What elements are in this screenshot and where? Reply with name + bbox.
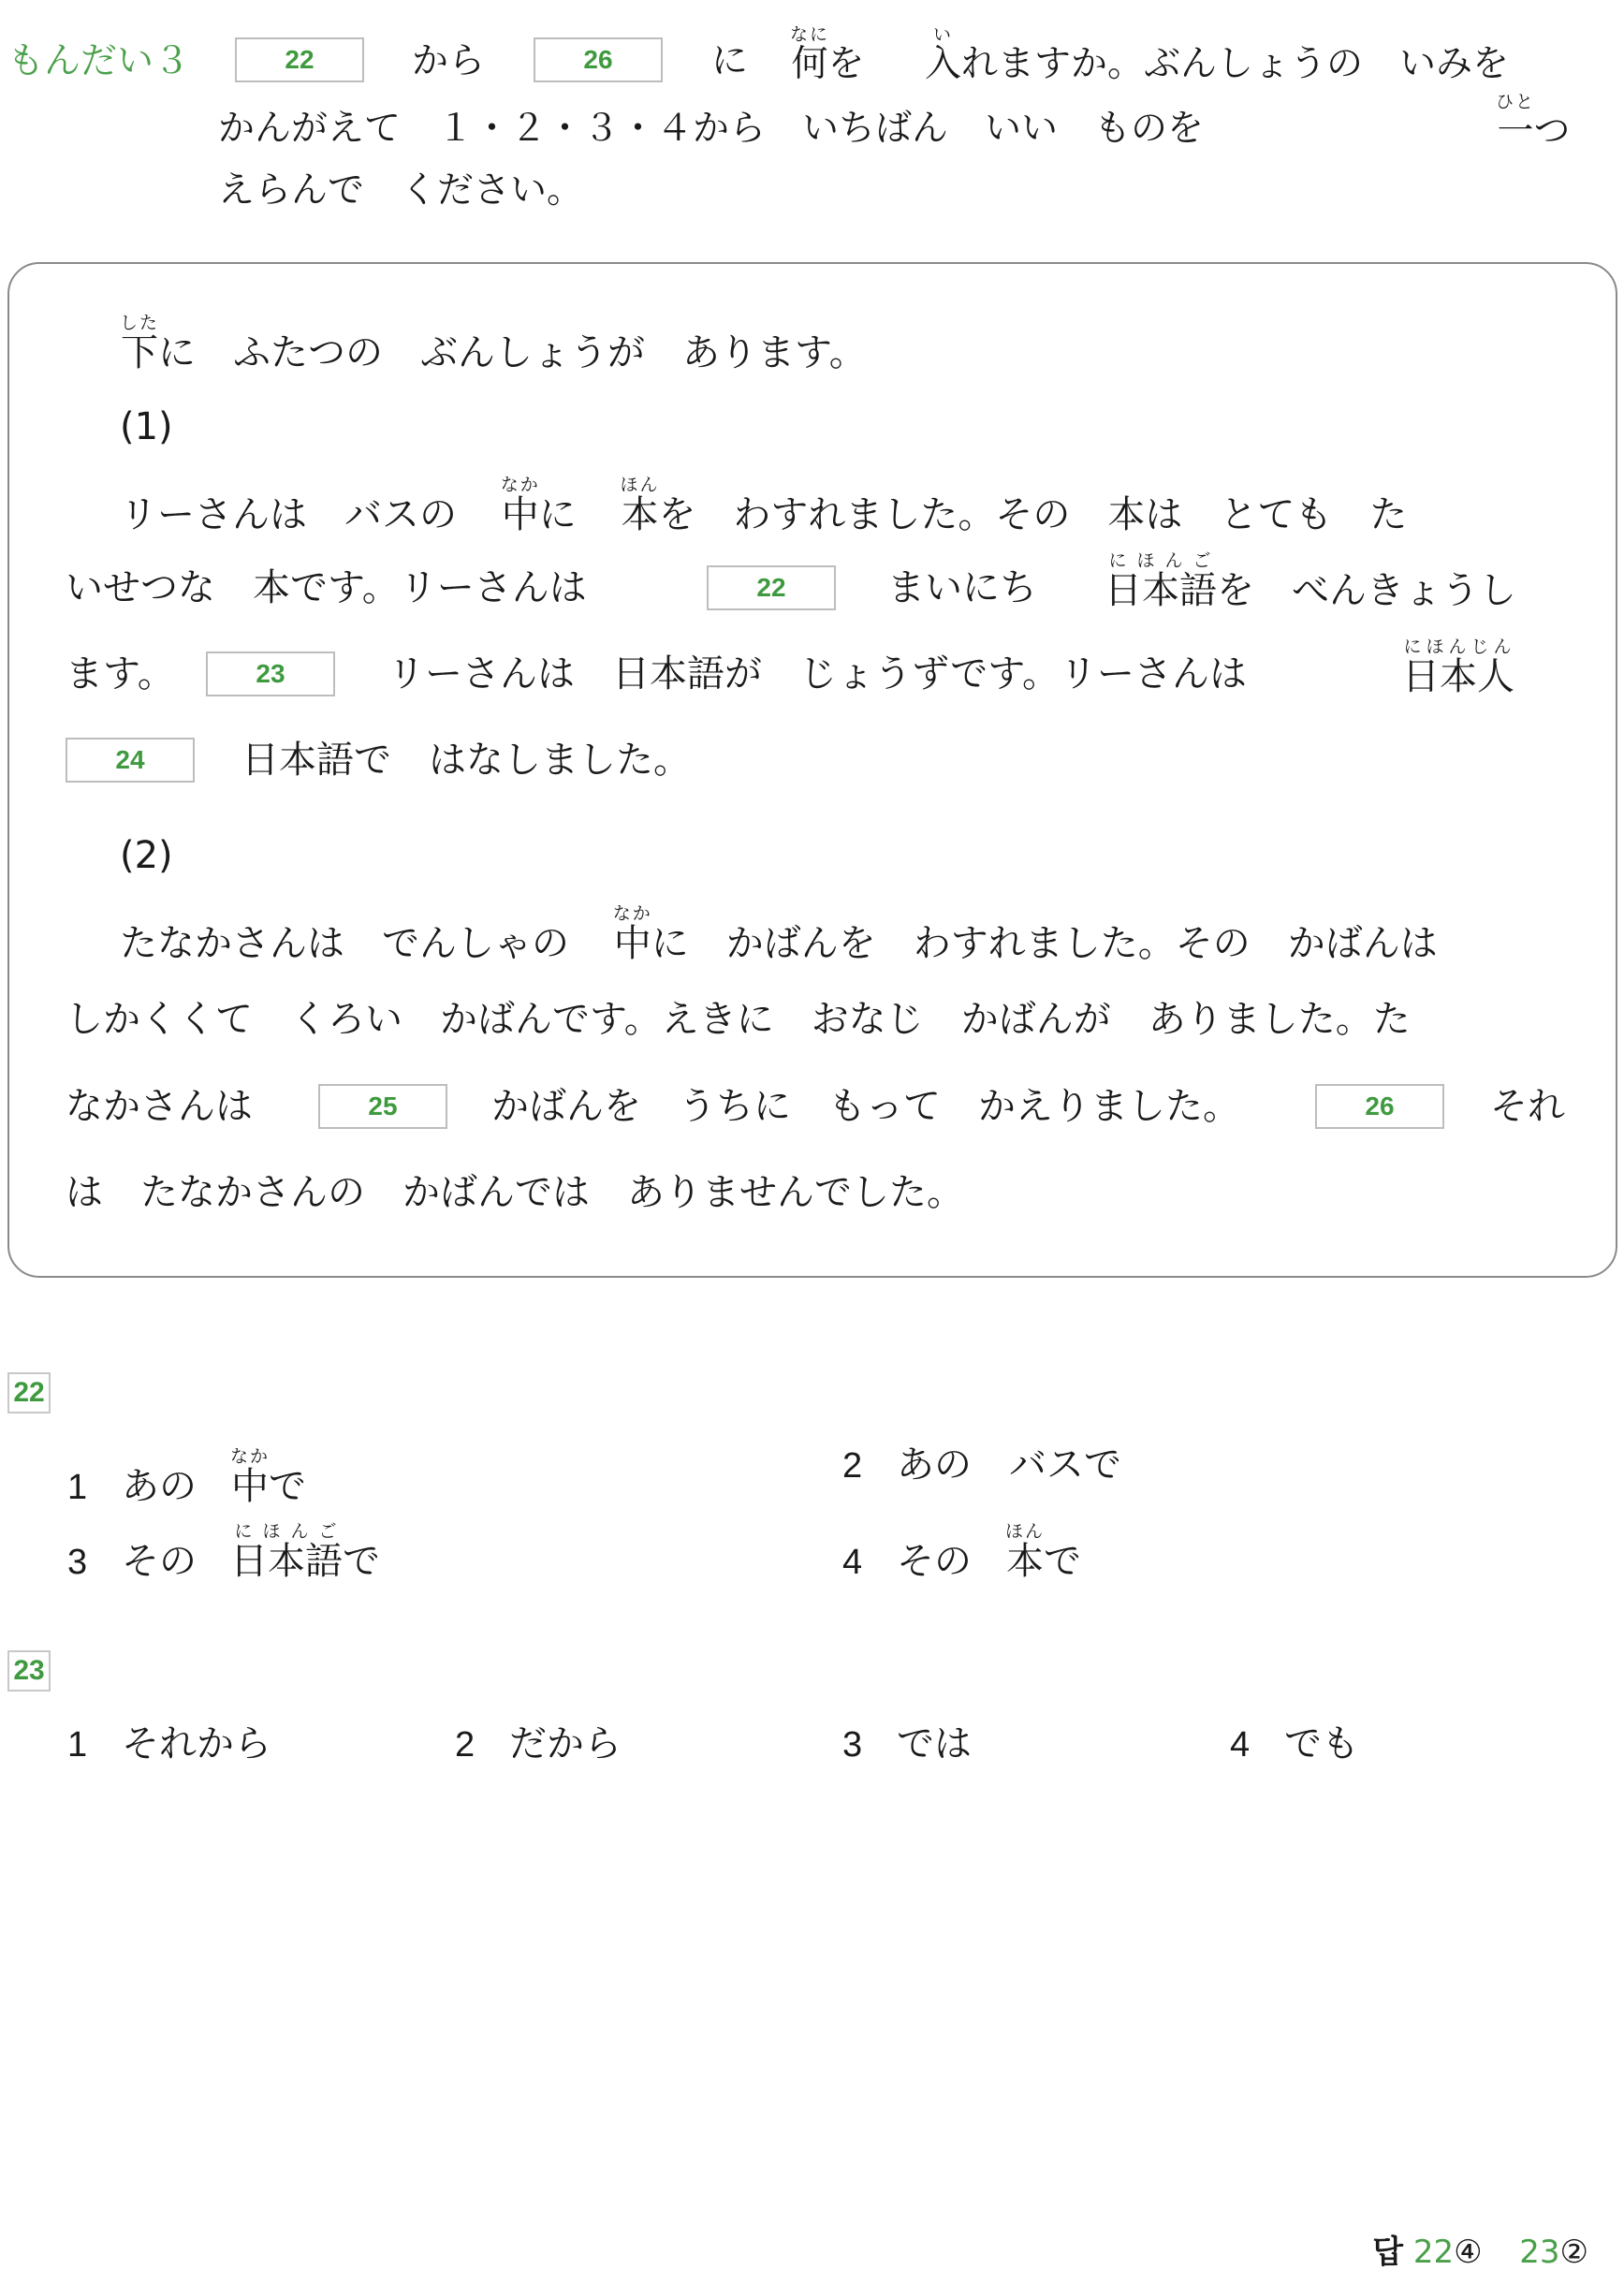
option-number: 2	[455, 1725, 475, 1765]
passage-2-line-2: しかくくて くろい かばんです。えきに おなじ かばんが ありました。た	[66, 998, 1411, 1041]
passage-text: それ	[1490, 1085, 1565, 1128]
blank-25: 25	[318, 1084, 447, 1129]
question-23-number: 23	[7, 1650, 51, 1692]
passage-intro	[120, 313, 867, 372]
passage-2-line-1	[120, 903, 1580, 965]
section-label: もんだい３	[7, 40, 191, 82]
q23-option-3[interactable]	[842, 1722, 972, 1765]
answer-number: 23	[1519, 2234, 1560, 2271]
passage-text: に かばんを わすれました。その かばんは	[651, 922, 1438, 965]
passage-text: リーさんは バスの	[120, 493, 457, 536]
kanji: 入	[925, 43, 962, 85]
q22-option-4[interactable]	[842, 1521, 1081, 1583]
q23-option-4[interactable]	[1230, 1722, 1359, 1765]
kanji: 中	[500, 493, 540, 536]
instruction-text	[925, 24, 1510, 85]
ruby-hito	[1496, 92, 1536, 153]
passage-text: かばんを うちに もって かえりました。	[491, 1085, 1240, 1128]
blank-23: 23	[206, 652, 335, 696]
option-text: でも	[1284, 1722, 1359, 1765]
furigana: ひと	[1496, 92, 1536, 112]
passage-text	[1402, 637, 1514, 696]
blank-range-end: 26	[534, 37, 663, 82]
furigana: にほんご	[230, 1521, 343, 1542]
ruby-nihonjin	[1402, 637, 1514, 698]
option-number: 4	[842, 1543, 863, 1582]
option-text: で	[269, 1465, 306, 1508]
passage-1-line-1	[120, 475, 1580, 534]
answer-choice: ②	[1559, 2234, 1588, 2271]
ruby-nihongo-opt	[230, 1521, 343, 1583]
passage-box	[7, 262, 1617, 1278]
option-text: では	[897, 1722, 972, 1765]
passage-text: に	[538, 493, 577, 536]
option-text: で	[1044, 1540, 1081, 1583]
passage-text: を べんきょうし	[1217, 569, 1516, 612]
passage-text: ます。	[66, 652, 175, 696]
furigana: ほん	[620, 475, 660, 495]
instruction-text: を	[827, 43, 865, 85]
ruby-i	[925, 24, 962, 85]
kanji: 一	[1496, 110, 1536, 153]
instruction-text	[790, 24, 865, 85]
ruby-nani	[790, 24, 830, 85]
passage-text: たなかさんは でんしゃの	[120, 922, 569, 965]
passage-text: を わすれました。その 本は とても た	[658, 493, 1408, 536]
blank-22: 22	[707, 565, 836, 610]
instruction-text	[1496, 92, 1571, 153]
passage-text	[1105, 550, 1516, 612]
ruby-hon	[620, 475, 660, 536]
instruction-line-1	[7, 24, 1617, 85]
option-text: だから	[509, 1722, 622, 1765]
blank-range-start: 22	[235, 37, 364, 82]
furigana: い	[925, 24, 962, 45]
instruction-line-3: えらんで ください。	[218, 169, 584, 212]
option-text: あの バスで	[897, 1443, 1121, 1487]
instruction-text: れますか。ぶんしょうの いみを	[961, 43, 1510, 85]
option-text: その	[897, 1540, 972, 1583]
kanji: 日本語	[1105, 569, 1217, 612]
passage-1-line-4	[66, 732, 1582, 788]
q22-option-2[interactable]	[842, 1443, 1121, 1487]
option-number: 2	[842, 1446, 863, 1486]
instruction-text: つ	[1533, 110, 1571, 153]
kanji: 本	[620, 493, 660, 536]
option-text: その	[122, 1540, 197, 1583]
kanji: 本	[1005, 1540, 1045, 1583]
furigana: なか	[500, 475, 540, 495]
furigana: にほんじん	[1402, 637, 1514, 657]
instruction-text: に	[711, 40, 749, 82]
answer-label: 답	[1372, 2234, 1404, 2271]
furigana: ほん	[1005, 1521, 1046, 1542]
passage-2-line-3	[66, 1078, 1582, 1135]
kanji: 中	[230, 1465, 270, 1508]
kanji: 日本人	[1402, 655, 1514, 698]
q22-option-1[interactable]	[67, 1446, 306, 1508]
kanji: 日本語	[230, 1540, 343, 1583]
passage-2-label: (2)	[120, 834, 173, 877]
q22-option-3[interactable]	[67, 1521, 380, 1583]
option-number: 3	[842, 1725, 863, 1765]
passage-text: 日本語で はなしました。	[241, 739, 691, 782]
passage-2-line-4: は たなかさんの かばんでは ありませんでした。	[66, 1171, 964, 1214]
instruction-text: から	[412, 40, 486, 82]
furigana: なか	[230, 1446, 271, 1467]
furigana: した	[120, 313, 160, 333]
furigana: なに	[790, 24, 830, 45]
question-22-number: 22	[7, 1372, 51, 1413]
blank-24: 24	[66, 738, 195, 783]
kanji: 下	[120, 331, 159, 374]
ruby-hon-opt	[1005, 1521, 1046, 1583]
option-number: 1	[67, 1468, 88, 1507]
ruby-shita	[120, 313, 160, 374]
passage-text: まいにち	[887, 566, 1037, 609]
answer-choice: ④	[1454, 2234, 1483, 2271]
passage-text: なかさんは	[66, 1085, 253, 1128]
passage-1-line-3	[66, 637, 1582, 702]
ruby-naka	[500, 475, 540, 536]
q23-option-1[interactable]	[67, 1722, 271, 1765]
option-text: それから	[122, 1722, 271, 1765]
passage-text: に ふたつの ぶんしょうが あります。	[158, 331, 867, 374]
kanji: 中	[612, 922, 652, 965]
ruby-naka-opt	[230, 1446, 271, 1508]
option-text: で	[343, 1540, 380, 1583]
answer-number: 22	[1412, 2234, 1455, 2271]
furigana: なか	[612, 903, 652, 924]
passage-1-label: (1)	[120, 405, 173, 448]
instruction-text: かんがえて １・２・３・４から いちばん いい ものを	[218, 108, 1205, 150]
option-number: 4	[1230, 1725, 1251, 1765]
option-number: 3	[67, 1543, 88, 1582]
passage-text: リーさんは 日本語が じょうずです。リーさんは	[388, 652, 1247, 696]
kanji: 何	[790, 43, 830, 85]
q23-option-2[interactable]	[455, 1722, 622, 1765]
ruby-naka-2	[612, 903, 652, 965]
option-text: あの	[122, 1465, 197, 1508]
ruby-nihongo	[1105, 550, 1217, 612]
answer-key	[1372, 2226, 1588, 2272]
passage-1-line-2	[66, 550, 1582, 616]
passage-text: いせつな 本です。リーさんは	[66, 566, 587, 609]
furigana: にほんご	[1105, 550, 1217, 571]
instruction-line-2	[218, 92, 1613, 157]
option-number: 1	[67, 1725, 88, 1765]
blank-26: 26	[1315, 1084, 1444, 1129]
